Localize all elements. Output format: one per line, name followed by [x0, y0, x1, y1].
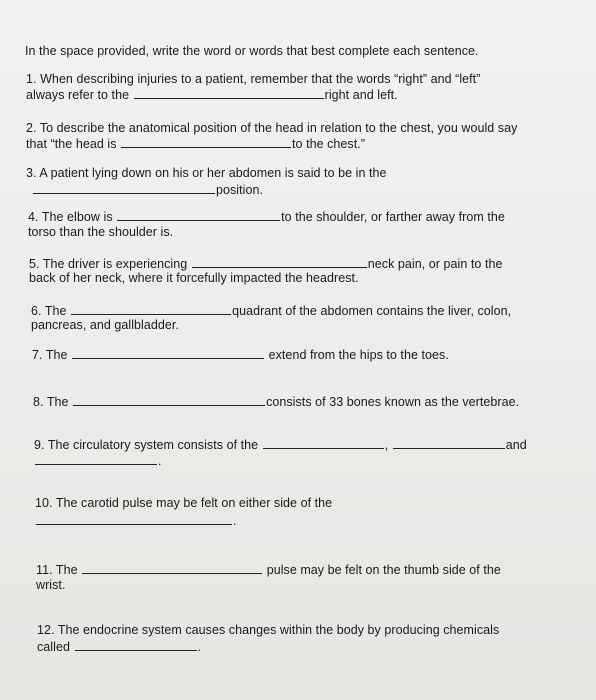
question-number: 2. — [26, 121, 37, 135]
question-9-line-2: . — [34, 453, 162, 469]
answer-blank-3[interactable] — [33, 182, 215, 194]
question-number: 12. — [37, 623, 55, 637]
answer-blank-1[interactable] — [134, 87, 324, 99]
question-1-line-1: 1. When describing injuries to a patient, remember that the words “right” and “left” — [26, 72, 481, 86]
question-number: 6. — [31, 304, 42, 318]
question-number: 5. — [29, 257, 40, 271]
question-number: 10. — [35, 496, 53, 510]
question-9-line-1: 9. The circulatory system consists of the , and — [34, 438, 527, 452]
question-5-line-2: back of her neck, where it forcefully impacted the headrest. — [29, 271, 359, 285]
question-10-line-1: 10. The carotid pulse may be felt on either side of the — [35, 496, 333, 510]
question-3-line-1: 3. A patient lying down on his or her abdomen is said to be in the — [26, 166, 387, 180]
question-number: 11. — [36, 563, 53, 577]
question-10-line-2: . — [35, 513, 237, 529]
question-number: 7. — [32, 348, 43, 362]
question-2-line-1: 2. To describe the anatomical position of the head in relation to the chest, you would say — [26, 121, 518, 135]
question-7-line-1: 7. The extend from the hips to the toes. — [32, 348, 449, 362]
answer-blank-8[interactable] — [73, 394, 265, 406]
question-6-line-1: 6. The quadrant of the abdomen contains the liver, colon, — [31, 304, 512, 318]
answer-blank-9a[interactable] — [263, 437, 384, 449]
question-number: 3. — [26, 166, 37, 180]
question-number: 4. — [28, 210, 39, 224]
question-11-line-1: 11. The pulse may be felt on the thumb side of the — [36, 563, 501, 577]
question-2-line-2: that “the head is to the chest.” — [26, 137, 365, 151]
question-5-line-1: 5. The driver is experiencing neck pain, or pain to the — [29, 257, 503, 271]
answer-blank-2[interactable] — [121, 136, 291, 148]
answer-blank-9c[interactable] — [35, 453, 157, 465]
answer-blank-11[interactable] — [82, 562, 262, 574]
question-number: 9. — [34, 438, 45, 452]
answer-blank-12[interactable] — [75, 639, 197, 651]
answer-blank-6[interactable] — [71, 303, 231, 315]
answer-blank-5[interactable] — [192, 256, 367, 268]
answer-blank-10[interactable] — [36, 513, 232, 525]
question-4-line-2: torso than the shoulder is. — [28, 225, 174, 239]
question-12-line-2: called . — [37, 640, 202, 654]
question-4-line-1: 4. The elbow is to the shoulder, or farther away from the — [28, 210, 505, 224]
question-number: 1. — [26, 72, 37, 86]
question-12-line-1: 12. The endocrine system causes changes within the body by producing chemicals — [37, 623, 500, 637]
answer-blank-4[interactable] — [117, 209, 280, 221]
question-8-line-1: 8. The consists of 33 bones known as the vertebrae. — [33, 395, 520, 409]
question-11-line-2: wrist. — [36, 578, 66, 592]
question-6-line-2: pancreas, and gallbladder. — [31, 318, 179, 332]
question-number: 8. — [33, 395, 44, 409]
answer-blank-9b[interactable] — [393, 437, 505, 449]
question-1-line-2: always refer to the right and left. — [26, 88, 398, 102]
answer-blank-7[interactable] — [72, 347, 264, 359]
question-3-line-2: position. — [32, 182, 263, 198]
instructions: In the space provided, write the word or words that best complete each sentence. — [25, 44, 479, 58]
